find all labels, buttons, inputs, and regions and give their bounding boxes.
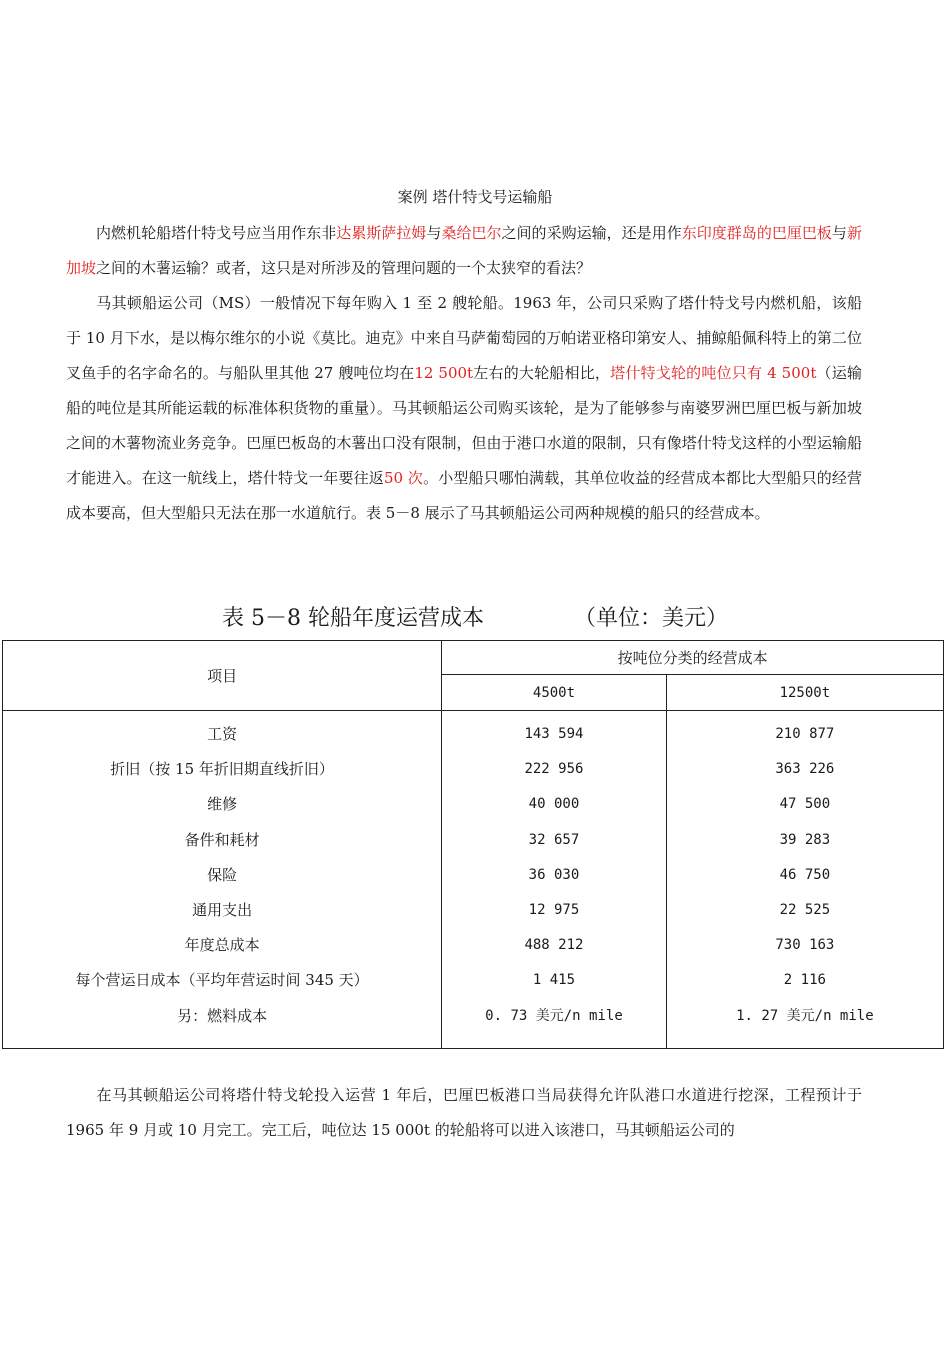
cell-4500t: 32 657 [528,831,580,848]
table-unit: （单位：美元） [573,606,728,631]
text-span: 与 [831,224,847,242]
text-span: 左右的大轮船相比， [473,364,611,382]
cell-4500t: 12 975 [528,901,580,918]
text-span: 之间的采购运输，还是用作 [501,224,682,242]
row-item: 维修 [207,795,238,814]
table-caption [0,604,950,634]
header-group: 按吨位分类的经营成本 [442,641,944,675]
item-column [3,711,442,1049]
cell-12500t: 1. 27 美元/n mile [736,1007,874,1024]
cell-4500t: 1 415 [532,972,576,989]
cell-4500t: 36 030 [528,866,580,883]
cell-12500t: 363 226 [775,761,835,778]
cell-12500t: 22 525 [779,901,831,918]
cell-12500t: 47 500 [779,796,831,813]
text-span: （运输船的吨位是其所能运载的标准体积货物的重量）。马其顿船运公司购买该轮，是为了能够参与南婆罗洲巴厘巴板与新加坡之间的木薯物流业务竞争。巴厘巴板岛的木薯出口没有限制，但由于港口水道的限制，只有像塔什特戈这样的小型运输船才能进入。在这一航线上，塔什特戈一年要往返 [66,364,862,487]
header-12500t: 12500t [666,675,943,711]
highlight-tonnage-small: 塔什特戈轮的吨位只有 4 500t [610,364,817,382]
header-item: 项目 [3,641,442,711]
text-span: 之间的木薯运输？或者，这只是对所涉及的管理问题的一个太狭窄的看法？ [96,259,592,277]
text-span: 在马其顿船运公司将塔什特戈轮投入运营 1 年后，巴厘巴板港口当局获得允许队港口水道进行挖深，工程预计于 1965 年 9 月或 10 月完工。完工后，吨位达 15 000t 的轮船将可以进入该港口，马其顿船运公司的 [66,1086,862,1139]
header-4500t: 4500t [442,675,667,711]
text-span: 马其顿船运公司（MS）一般情况下每年购入 1 至 2 艘轮船。1963 年，公司只采购了塔什特戈号内燃机船，该船于 10 月下水，是以梅尔维尔的小说《莫比。迪克》中来自马萨葡萄园的万帕诺亚格印第安人、捕鲸船佩科特上的第二位叉鱼手的名字命名的。与船队里其他 27 艘吨位均在 [66,294,862,382]
column-12500t [666,711,943,1049]
highlight-dar-es-salaam: 达累斯萨拉姆 [336,224,427,242]
row-item: 备件和耗材 [184,830,260,849]
cell-4500t: 40 000 [528,796,580,813]
paragraph-intro [66,216,862,286]
highlight-tonnage-large: 12 500t [414,364,474,382]
row-item: 折旧（按 15 年折旧期直线折旧） [110,760,334,779]
highlight-zanzibar: 桑给巴尔 [441,224,502,242]
row-item: 保险 [207,865,238,884]
text-span: 内燃机轮船塔什特戈号应当用作东非 [96,224,337,242]
case-title: 案例 塔什特戈号运输船 [397,188,553,206]
cell-12500t: 210 877 [775,726,835,742]
row-item: 工资 [207,725,238,743]
cell-4500t: 488 212 [524,937,584,954]
highlight-trips: 50 次 [383,469,424,487]
column-4500t [442,711,667,1049]
row-item: 另：燃料成本 [177,1006,268,1025]
cell-12500t: 46 750 [779,866,831,883]
text-span: 。小型船只哪怕满载，其单位收益的经营成本都比大型船只的经营成本要高，但大型船只无法在那一水道航行。表 5－8 展示了马其顿船运公司两种规模的船只的经营成本。 [66,469,862,522]
cell-12500t: 39 283 [779,831,831,848]
cell-4500t: 0. 73 美元/n mile [485,1007,623,1024]
cell-4500t: 222 956 [524,761,584,778]
paragraph-company-background [66,286,862,531]
text-span: 与 [426,224,442,242]
paragraph-port-dredging [66,1078,862,1148]
table-title: 表 5－8 轮船年度运营成本 [222,606,484,631]
row-item: 每个营运日成本（平均年营运时间 345 天） [75,971,369,990]
operating-cost-table [2,640,944,1049]
highlight-balikpapan: 东印度群岛的巴厘巴板 [681,224,832,242]
highlight-singapore: 新加坡 [66,224,862,277]
row-item: 通用支出 [192,900,253,919]
cell-12500t: 2 116 [783,972,826,989]
cell-4500t: 143 594 [524,726,584,742]
cell-12500t: 730 163 [775,937,835,954]
row-item: 年度总成本 [184,936,260,955]
